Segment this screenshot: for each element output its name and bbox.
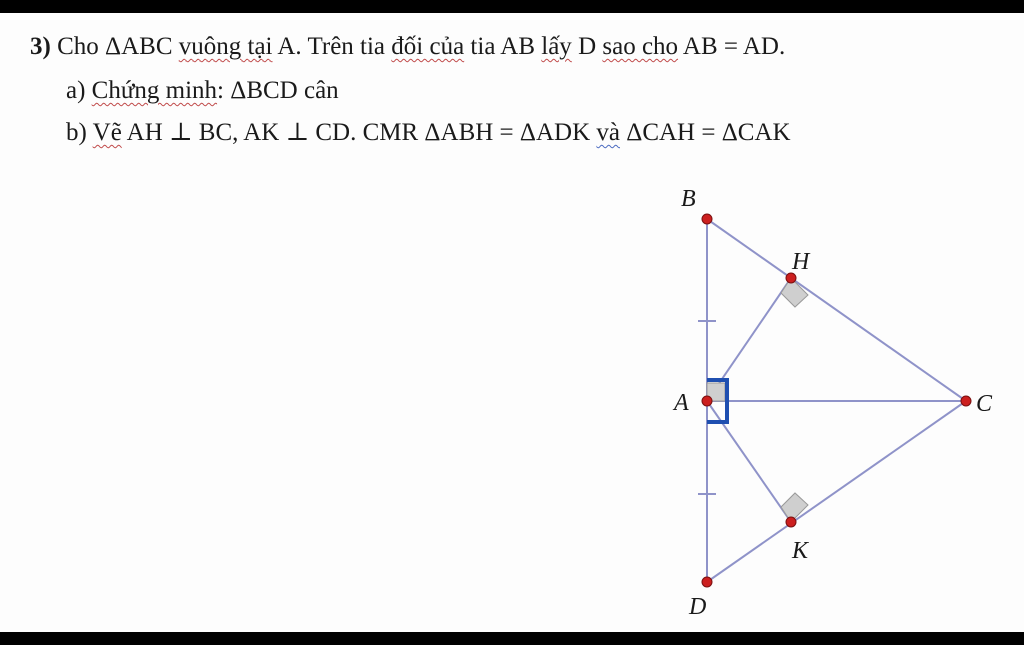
problem-number: 3) xyxy=(30,33,51,60)
spellcheck-word: đối của xyxy=(391,33,465,60)
spellcheck-word: sao cho xyxy=(602,33,679,60)
geometry-figure xyxy=(0,13,1024,632)
part-b-label: b) xyxy=(66,119,87,146)
part-b: b) Vẽ AH ⊥ BC, AK ⊥ CD. CMR ΔABH = ΔADK và ΔCAH = ΔCAK xyxy=(66,119,791,146)
spellcheck-word: lấy xyxy=(541,33,572,60)
segment-bc xyxy=(707,219,966,401)
part-a-label: a) xyxy=(66,77,86,104)
label-h: H xyxy=(792,249,810,275)
right-angle-k xyxy=(781,493,808,522)
document-page xyxy=(0,13,1024,632)
problem-statement: 3) Cho ΔABC vuông tại A. Trên tia đối của tia AB lấy D sao cho AB = AD. xyxy=(30,33,786,60)
label-k: K xyxy=(792,538,809,564)
point-d xyxy=(702,577,712,587)
label-c: C xyxy=(976,391,993,417)
point-b xyxy=(702,214,712,224)
right-angle-h xyxy=(781,278,808,307)
label-d: D xyxy=(689,594,707,620)
label-b: B xyxy=(681,186,696,212)
part-a: a) Chứng minh: ΔBCD cân xyxy=(66,77,339,104)
segment-dc xyxy=(707,401,966,582)
point-a xyxy=(702,396,712,406)
segment-ak xyxy=(707,401,791,522)
point-c xyxy=(961,396,971,406)
label-a: A xyxy=(674,390,689,416)
spellcheck-word: Chứng minh xyxy=(91,77,218,104)
spellcheck-word: Vẽ xyxy=(92,119,122,146)
spellcheck-word: vuông tại xyxy=(178,33,273,60)
point-k xyxy=(786,517,796,527)
spellcheck-word: và xyxy=(596,119,620,146)
figure-edges xyxy=(698,219,966,582)
